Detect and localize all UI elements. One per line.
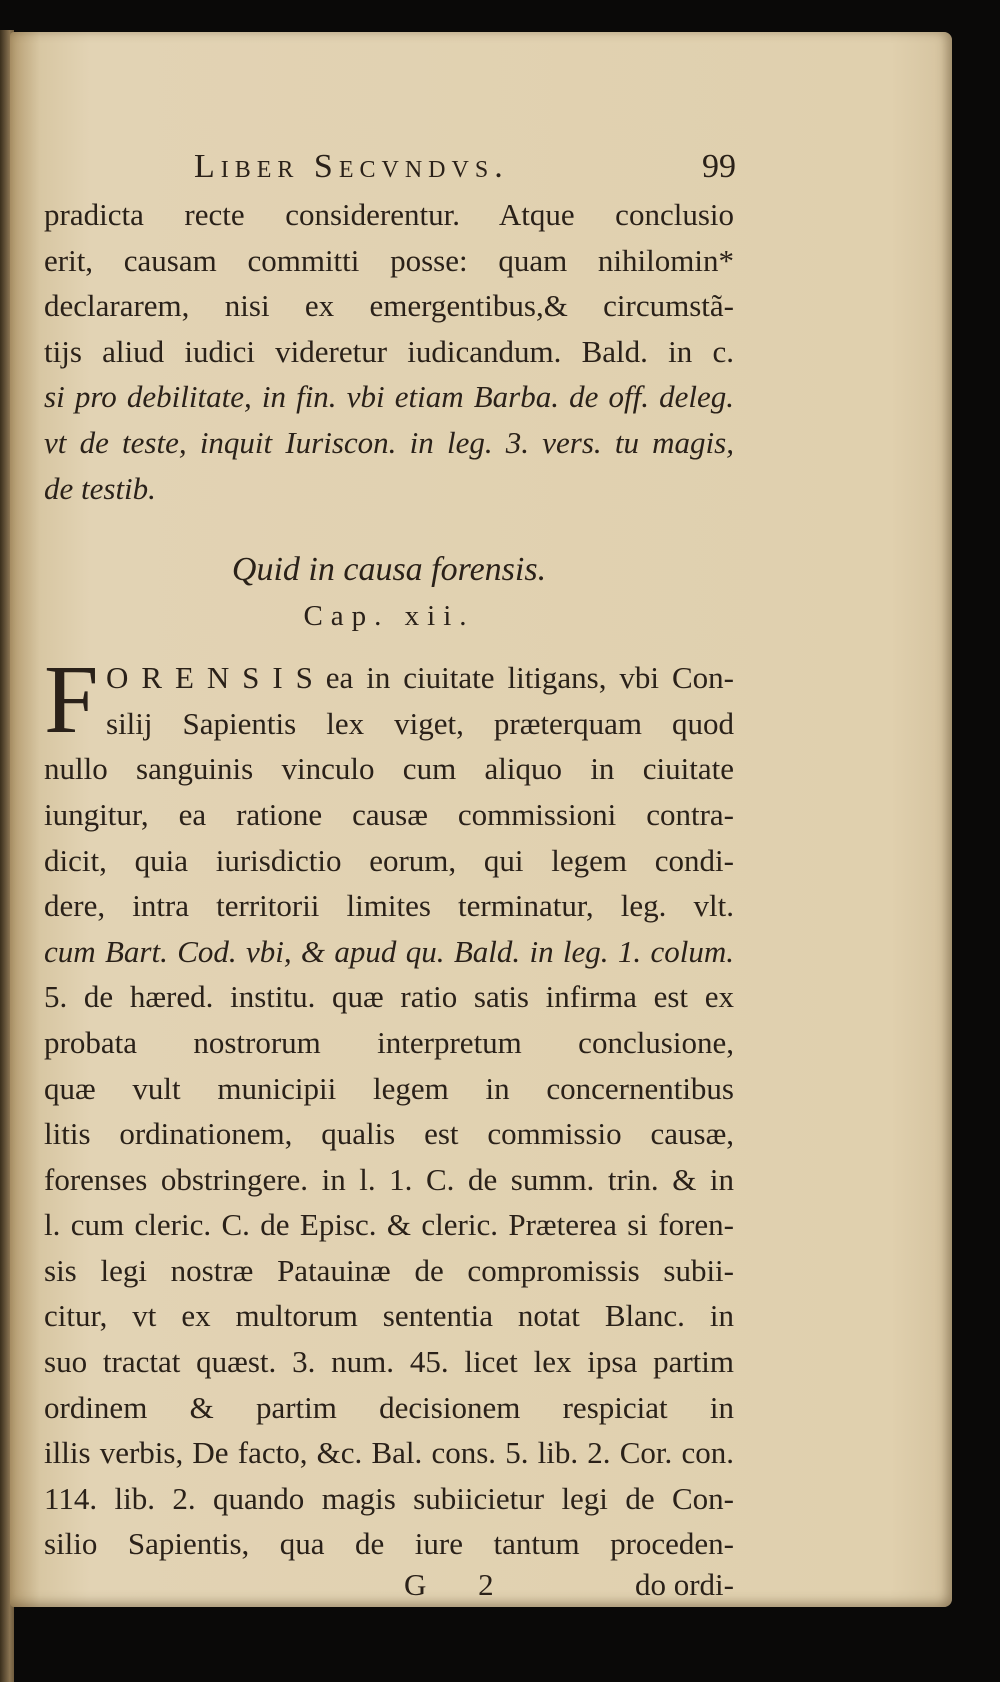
text-line: forenses obstringere. in l. 1. C. de summ. trin. & in [44,1161,734,1197]
chapter-number: Cap. xii. [303,600,475,633]
text-line: pradicta recte considerentur. Atque conclusio [44,197,734,232]
chapter-title: Quid in causa forensis. [231,551,547,589]
text-line: cum Bart. Cod. vbi, & apud qu. Bald. in leg. 1. colum. [44,933,734,969]
text-line: 5. de hæred. institu. quæ ratio satis infirma est ex [44,979,734,1015]
text-line: suo tractat quæst. 3. num. 45. licet lex ipsa partim [44,1344,734,1380]
text-line: probata nostrorum interpretum conclusione, [44,1024,734,1060]
paragraph-2 [44,646,734,1567]
text-line: illis verbis, De facto, &c. Bal. cons. 5. lib. 2. Cor. con. [44,1435,734,1471]
text-line: O R E N S I S ea in ciuitate litigans, vbi Con- [106,660,734,696]
running-head-title: Liber Secvndvs. [194,148,509,185]
text-line: dere, intra territorii limites terminatur, leg. vlt. [44,888,734,924]
page-number: 99 [702,148,736,185]
drop-capital: F [44,646,99,755]
text-line: ordinem & partim decisionem respiciat in [44,1389,734,1425]
text-line: silij Sapientis lex viget, præterquam quod [106,705,734,741]
text-line: nullo sanguinis vinculo cum aliquo in ciuitate [44,751,734,787]
text-line: vt de teste, inquit Iuriscon. in leg. 3. vers. tu magis, [44,424,734,460]
running-head [44,142,734,192]
text-line: de testib. [44,470,156,506]
page-text [44,142,734,1613]
text-line: declararem, nisi ex emergentibus,& circumstã- [44,288,734,324]
text-line: dicit, quia iurisdictio eorum, qui legem condi- [44,842,734,878]
catchword: do ordi- [634,1567,734,1603]
text-line: silio Sapientis, qua de iure tantum proceden- [44,1526,734,1562]
text-line: litis ordinationem, qualis est commissio causæ, [44,1116,734,1152]
book-page [10,32,952,1607]
text-line: citur, vt ex multorum sententia notat Blanc. in [44,1298,734,1334]
signature-mark: G 2 [404,1567,516,1603]
text-line: si pro debilitate, in fin. vbi etiam Barba. de off. deleg. [44,379,734,415]
text-line: sis legi nostræ Patauinæ de compromissis subii- [44,1252,734,1288]
text-line: iungitur, ea ratione causæ commissioni contra- [44,796,734,832]
text-line: quæ vult municipii legem in concernentibus [44,1070,734,1106]
text-line: 114. lib. 2. quando magis subiicietur legi de Con- [44,1480,734,1516]
page-footer [44,1567,734,1613]
text-line: tijs aliud iudici videretur iudicandum. Bald. in c. [44,333,734,369]
text-line: erit, causam committi posse: quam nihilomin* [44,242,734,278]
text-line: l. cum cleric. C. de Episc. & cleric. Præterea si foren- [44,1207,734,1243]
paragraph-1 [44,192,734,511]
